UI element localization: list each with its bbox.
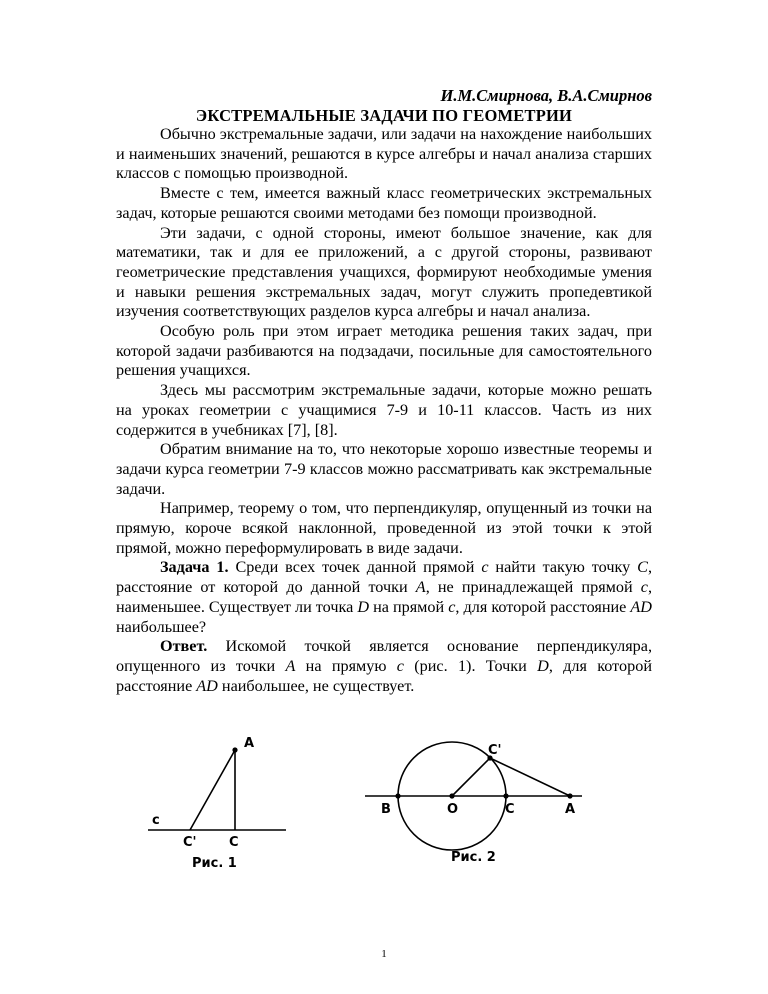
- task-label: Задача 1.: [160, 558, 229, 577]
- fig1-label-A: A: [244, 736, 255, 751]
- segment-OC-prime: [452, 758, 490, 796]
- point-C: [503, 793, 508, 798]
- answer-1: Ответ. Искомой точкой является основание перпендикуляра, опущенного из точки A на прямую c (рис. 1). Точки D, для которой расстояние AD наибольшее, не существует.: [116, 637, 652, 695]
- authors: И.М.Смирнова, В.А.Смирнов: [440, 86, 652, 105]
- figures: [0, 720, 768, 900]
- fig2-label-C: C: [505, 802, 515, 817]
- paragraph-6: Обратим внимание на то, что некоторые хорошо известные теоремы и задачи курса геометрии 7-9 классов можно рассматривать как экстремальные задачи.: [116, 440, 652, 498]
- fig2-label-O: O: [447, 802, 459, 817]
- paragraph-4: Особую роль при этом играет методика решения таких задач, при которой задачи разбиваются на подзадачи, посильные для самостоятельного решения учащихся.: [116, 322, 652, 380]
- fig1-label-c: c: [152, 813, 160, 828]
- fig2-label-C-prime: C': [488, 743, 502, 758]
- paragraph-3: Эти задачи, с одной стороны, имеют большое значение, как для математики, так и для ее приложений, а с другой стороны, развивают геометрические представления учащихся, формируют необходимые умения и навыки решения экстремальных задач, могут служить пропедевтикой изучения соответствующих разделов курса алгебры и начал анализа.: [116, 223, 652, 321]
- point-O: [449, 793, 454, 798]
- point-B: [395, 793, 400, 798]
- fig2-caption: Рис. 2: [451, 850, 496, 865]
- fig1-label-C-prime: C': [183, 835, 197, 850]
- fig1-label-C: C: [229, 835, 239, 850]
- point-A-fig1: [232, 747, 237, 752]
- point-A: [567, 793, 572, 798]
- paragraph-7: Например, теорему о том, что перпендикуляр, опущенный из точки на прямую, короче всякой наклонной, проведенной из этой точки к этой прямой, можно переформулировать в виде задачи.: [116, 499, 652, 557]
- segment-AC-prime: [190, 750, 235, 830]
- paragraph-5: Здесь мы рассмотрим экстремальные задачи, которые можно решать на уроках геометрии с учащимися 7-9 и 10-11 классов. Часть из них содержится в учебниках [7], [8].: [116, 381, 652, 439]
- task-1: Задача 1. Среди всех точек данной прямой c найти такую точку C, расстояние от которой до данной точки A, не принадлежащей прямой c, наименьшее. Существует ли точка D на прямой c, для которой расстояние AD наибольшее?: [116, 558, 653, 636]
- paragraph-1: Обычно экстремальные задачи, или задачи на нахождение наибольших и наименьших значений, решаются в курсе алгебры и начал анализа старших классов с помощью производной.: [116, 125, 652, 183]
- article-body: [116, 125, 652, 696]
- article-title: ЭКСТРЕМАЛЬНЫЕ ЗАДАЧИ ПО ГЕОМЕТРИИ: [195, 106, 573, 125]
- figure-1: [148, 750, 286, 830]
- fig1-caption: Рис. 1: [192, 856, 237, 871]
- fig2-label-A: A: [565, 802, 576, 817]
- paragraph-2: Вместе с тем, имеется важный класс геометрических экстремальных задач, которые решаются своими методами без помощи производной.: [116, 184, 652, 222]
- page-number: 1: [381, 948, 387, 960]
- fig2-label-B: B: [381, 802, 391, 817]
- answer-label: Ответ.: [160, 637, 208, 656]
